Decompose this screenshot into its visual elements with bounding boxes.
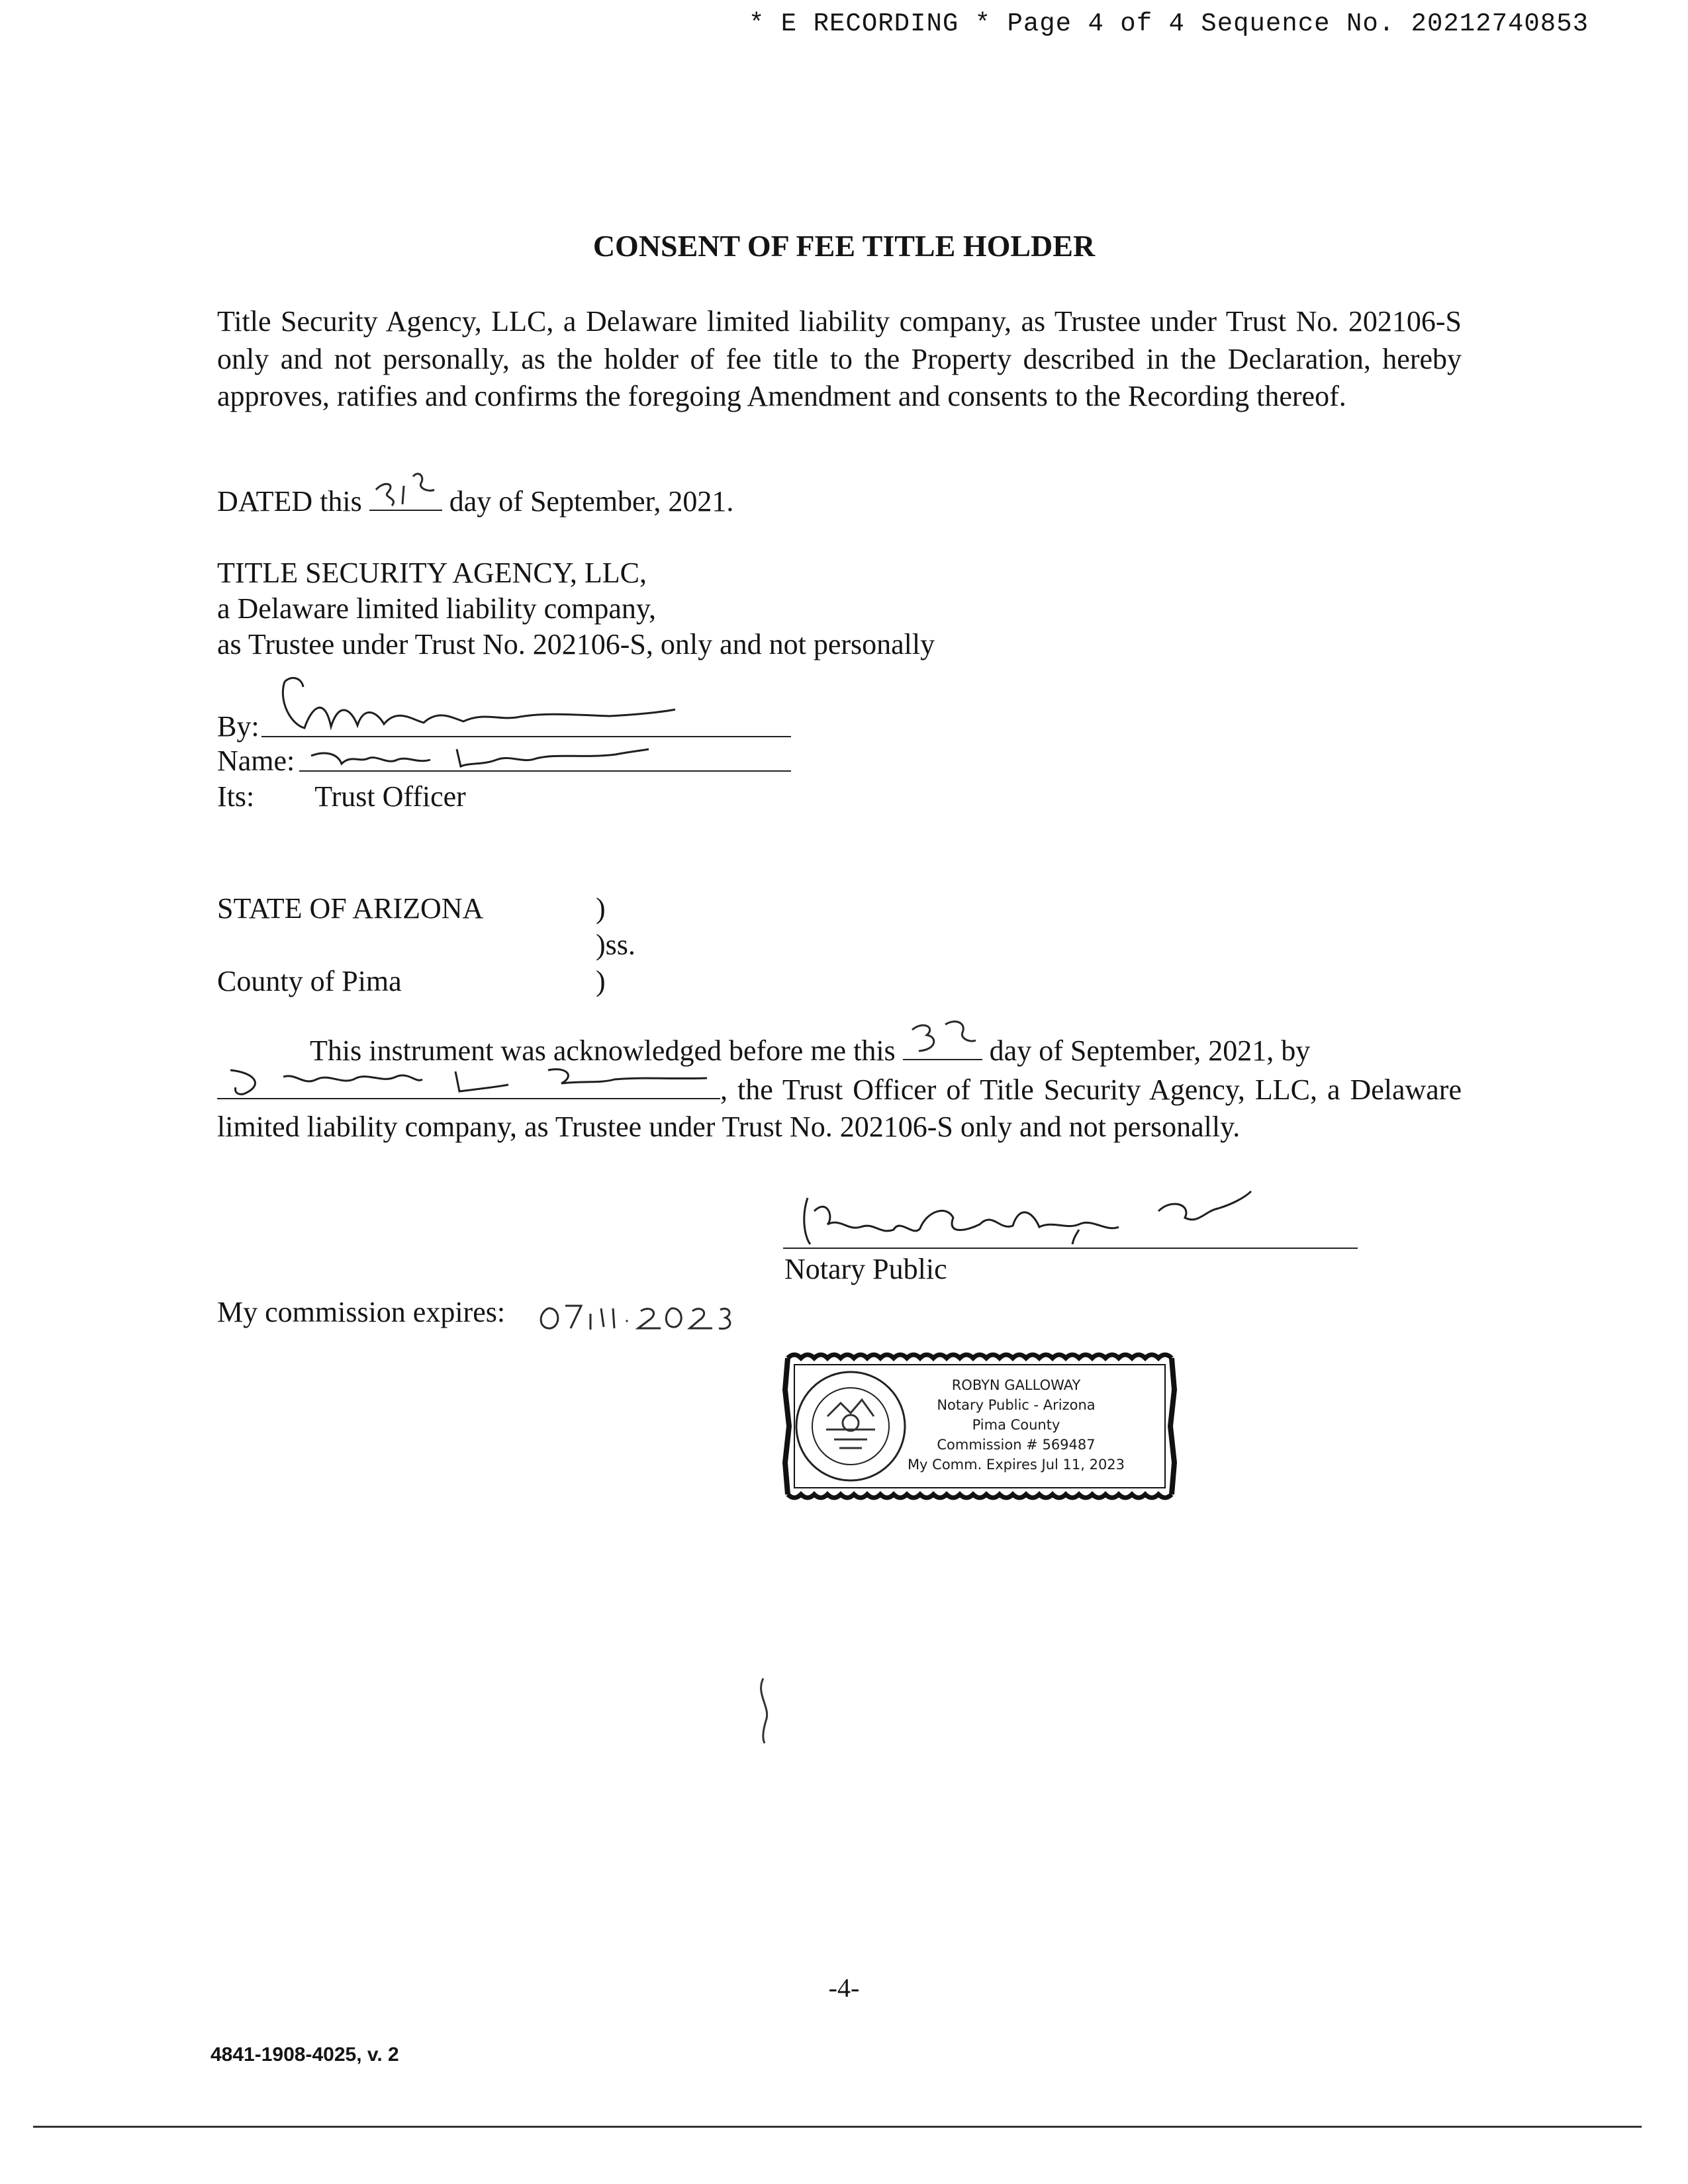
name-label: Name: (217, 745, 295, 777)
company-descriptor: a Delaware limited liability company, (217, 592, 657, 625)
ack-part1: This instrument was acknowledged before me this (310, 1034, 896, 1067)
its-value: Trust Officer (314, 780, 466, 813)
notary-public-label: Notary Public (784, 1253, 947, 1285)
ack-name-blank (217, 1070, 720, 1099)
document-title: CONSENT OF FEE TITLE HOLDER (592, 229, 1096, 263)
signatory-block (217, 555, 935, 663)
dated-suffix: day of September, 2021. (449, 485, 734, 518)
venue-paren-open: ) (596, 892, 606, 925)
trustee-capacity: as Trustee under Trust No. 202106-S, only and not personally (217, 628, 935, 660)
by-signature-scribble (265, 668, 688, 741)
ack-part2: day of September, 2021, by (989, 1034, 1311, 1067)
venue-state: STATE OF ARIZONA (217, 892, 484, 925)
dated-prefix: DATED this (217, 485, 362, 518)
its-line (217, 778, 466, 815)
its-label: Its: (217, 780, 255, 813)
page-number: -4- (828, 1973, 860, 2003)
by-label: By: (217, 710, 259, 743)
footer-rule (33, 2126, 1642, 2128)
name-signature-scribble (305, 736, 675, 776)
handwritten-commission-date (535, 1294, 733, 1334)
handwritten-ack-name (217, 1057, 720, 1103)
ack-day-blank (903, 1032, 982, 1060)
notary-signature (788, 1171, 1291, 1257)
stamp-expires: My Comm. Expires Jul 11, 2023 (907, 1457, 1125, 1473)
handwritten-day (369, 463, 442, 510)
ack-part3: , the Trust Officer of Title Security Agency, LLC, a Delaware limited liability company, as Trustee under Trust No. 202106-S only and not personally. (217, 1073, 1462, 1143)
notary-stamp (781, 1350, 1178, 1502)
commission-label: My commission expires: (217, 1296, 506, 1328)
stamp-county: Pima County (972, 1417, 1060, 1433)
venue-ss: )ss. (596, 929, 635, 961)
venue-paren-close: ) (596, 965, 606, 997)
name-line (217, 743, 295, 780)
dated-day-blank (369, 483, 442, 511)
notary-signature-rule (783, 1248, 1358, 1249)
venue-county: County of Pima (217, 965, 402, 997)
stamp-commission: Commission # 569487 (937, 1437, 1096, 1453)
handwritten-ack-day (903, 1014, 982, 1060)
commission-line (217, 1294, 505, 1331)
by-line (217, 708, 259, 745)
recording-header: * E RECORDING * Page 4 of 4 Sequence No. 20212740853 (749, 9, 1589, 38)
document-id: 4841-1908-4025, v. 2 (211, 2044, 399, 2066)
acknowledgment-paragraph (217, 1032, 1462, 1146)
consent-paragraph: Title Security Agency, LLC, a Delaware limited liability company, as Trustee under Trust No. 202106-S only and not personally, as the holder of fee title to the Property described in the Declaration, hereby approves, ratifies and confirms the foregoing Amendment and consents to the Recording thereof. (217, 305, 1462, 412)
dated-line (217, 483, 733, 520)
stamp-title: Notary Public - Arizona (937, 1397, 1096, 1413)
stray-mark (751, 1674, 778, 1747)
company-name: TITLE SECURITY AGENCY, LLC, (217, 557, 647, 589)
stamp-name: ROBYN GALLOWAY (951, 1377, 1081, 1393)
